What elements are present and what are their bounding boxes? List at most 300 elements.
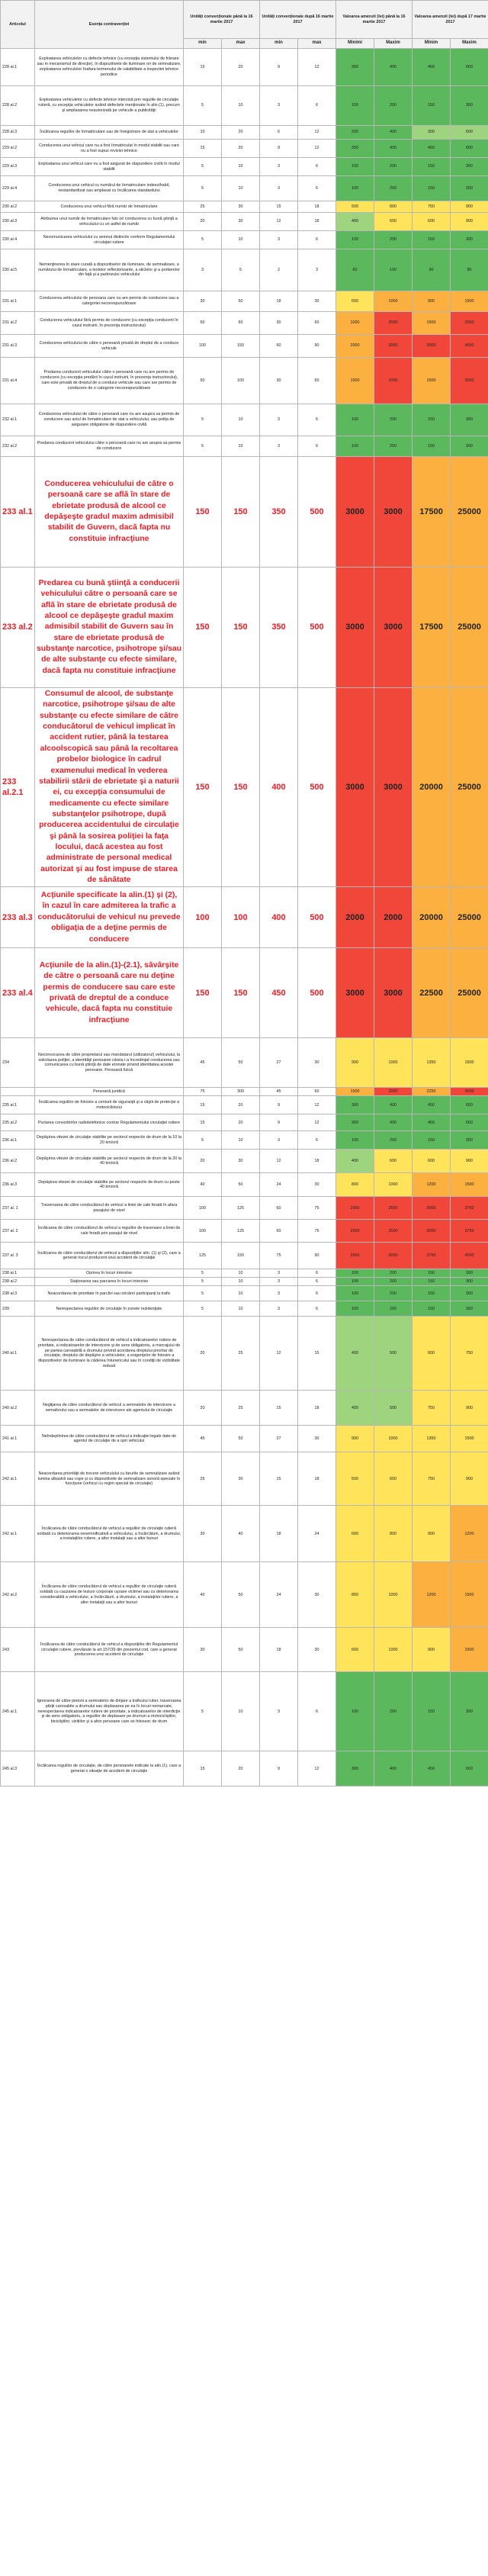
article-cell: 232 al.2 [1, 436, 35, 457]
valoare-pana-max-cell: 1000 [374, 1038, 413, 1088]
valoare-dupa-min-cell: 150 [413, 1131, 451, 1150]
unitati-pana-min-cell: 150 [184, 688, 222, 887]
valoare-pana-min-cell: 400 [336, 1317, 374, 1391]
valoare-dupa-max-cell: 300 [451, 1269, 488, 1278]
header-max: max [298, 39, 336, 49]
article-cell: 242 al.2 [1, 1562, 35, 1628]
valoare-pana-max-cell: 500 [374, 1317, 413, 1391]
valoare-dupa-min-cell: 1200 [413, 1173, 451, 1197]
table-row [1, 1317, 488, 1391]
valoare-pana-min-cell: 2000 [336, 1197, 374, 1220]
table-row [1, 1286, 488, 1301]
unitati-dupa-min-cell: 3 [260, 404, 298, 436]
valoare-pana-max-cell: 200 [374, 1269, 413, 1278]
valoare-pana-max-cell: 100 [374, 249, 413, 291]
unitati-pana-min-cell: 3 [184, 249, 222, 291]
valoare-pana-max-cell: 200 [374, 86, 413, 126]
valoare-dupa-min-cell: 17500 [413, 457, 451, 568]
unitati-dupa-min-cell: 30 [260, 312, 298, 335]
unitati-pana-min-cell: 15 [184, 1114, 222, 1131]
table-row [1, 158, 488, 176]
description-cell: Încălcarea de către conducătorul de vehicul a regulilor de traversare a liniei de cale ferată prin pasajul de nivel [35, 1220, 184, 1243]
unitati-dupa-max-cell: 6 [298, 1301, 336, 1317]
unitati-dupa-max-cell: 500 [298, 948, 336, 1038]
unitati-pana-max-cell: 150 [222, 335, 260, 358]
article-cell: 228 al.2 [1, 86, 35, 126]
article-cell: 228 al.3 [1, 126, 35, 140]
article-cell: 231 al.2 [1, 312, 35, 335]
article-cell: 228 al.1 [1, 49, 35, 86]
unitati-pana-min-cell: 20 [184, 213, 222, 231]
valoare-dupa-min-cell: 900 [413, 1628, 451, 1672]
valoare-pana-max-cell: 2000 [374, 358, 413, 404]
article-cell: 233 al.4 [1, 948, 35, 1038]
table-row [1, 1426, 488, 1452]
unitati-dupa-max-cell: 500 [298, 568, 336, 688]
table-row [1, 176, 488, 201]
article-cell: 237 al. 3 [1, 1243, 35, 1269]
article-cell: 242 al.1 [1, 1506, 35, 1562]
valoare-dupa-max-cell: 3750 [451, 1197, 488, 1220]
description-cell: Încălcarea regulilor de folosire a centurii de siguranţă şi a căştii de protecţie a motociclistului [35, 1096, 184, 1114]
valoare-pana-min-cell: 3000 [336, 688, 374, 887]
unitati-dupa-max-cell: 6 [298, 404, 336, 436]
valoare-pana-max-cell: 400 [374, 1751, 413, 1786]
description-cell: Depăşirea vitezei de circulaţie stabilite pe sectorul respectiv de drum de la 10 la 20 km/oră [35, 1131, 184, 1150]
unitati-dupa-min-cell: 30 [260, 358, 298, 404]
unitati-pana-max-cell: 300 [222, 1088, 260, 1096]
unitati-dupa-min-cell: 400 [260, 688, 298, 887]
valoare-pana-max-cell: 200 [374, 1286, 413, 1301]
description-cell: Neacordarea de prioritate în parcări sau oricărei participanţi la trafic [35, 1286, 184, 1301]
valoare-dupa-min-cell: 150 [413, 1286, 451, 1301]
table-row [1, 1391, 488, 1426]
unitati-dupa-min-cell: 450 [260, 948, 298, 1038]
valoare-pana-max-cell: 400 [374, 140, 413, 158]
valoare-pana-max-cell: 2000 [374, 887, 413, 948]
unitati-pana-min-cell: 30 [184, 1506, 222, 1562]
description-cell: Conducerea vehiculului de către o persoană care se află în stare de ebrietate produsă de alcool ce depăşeşte gradul maxim admisibil stabilit de Guvern, dacă fapta nu constituie infracţiune [35, 457, 184, 568]
unitati-dupa-max-cell: 30 [298, 1562, 336, 1628]
valoare-dupa-min-cell: 20000 [413, 887, 451, 948]
valoare-pana-min-cell: 300 [336, 49, 374, 86]
unitati-dupa-max-cell: 15 [298, 1317, 336, 1391]
unitati-pana-min-cell: 15 [184, 1751, 222, 1786]
unitati-dupa-min-cell: 9 [260, 1096, 298, 1114]
unitati-pana-max-cell: 20 [222, 1114, 260, 1131]
unitati-pana-max-cell: 150 [222, 568, 260, 688]
unitati-dupa-min-cell: 24 [260, 1173, 298, 1197]
description-cell: Conducerea vehiculului de către o persoană privată de dreptul de a conduce vehicule [35, 335, 184, 358]
description-cell: Nemenţinerea în stare curată a dispozitivelor de iluminare, de semnalizare, a numărului de înmatriculare, a textelor reflectorizante, a sticlelor şi a portierelor din faţă şi a parbrizului vehiculului [35, 249, 184, 291]
valoare-dupa-min-cell: 2250 [413, 1088, 451, 1096]
header-esenta: Esența contravenției [35, 1, 184, 49]
valoare-dupa-max-cell: 3000 [451, 1088, 488, 1096]
unitati-dupa-min-cell: 3 [260, 1269, 298, 1278]
description-cell: Traversarea de către conducătorul de vehicul a liniei de cale ferată în afara pasajului de nivel [35, 1197, 184, 1220]
valoare-pana-min-cell: 900 [336, 1038, 374, 1088]
valoare-pana-min-cell: 300 [336, 1096, 374, 1114]
unitati-pana-min-cell: 100 [184, 1197, 222, 1220]
unitati-pana-min-cell: 45 [184, 1038, 222, 1088]
table-header [1, 1, 488, 49]
unitati-pana-max-cell: 100 [222, 887, 260, 948]
unitati-pana-min-cell: 5 [184, 436, 222, 457]
description-cell: Încălcarea de către conducătorul de vehicul a regulilor de circulaţie rutieră soldată cu cauzarea de leziuni corporale uşoare victimei sau cu deteriorarea considerabilă a vehiculului, a încărcăturii, a drumului, a instalaţiilor rutiere, a altor instalaţii sau a altor bunuri [35, 1562, 184, 1628]
table-row [1, 404, 488, 436]
unitati-dupa-min-cell: 15 [260, 201, 298, 213]
unitati-pana-max-cell: 50 [222, 1038, 260, 1088]
valoare-pana-min-cell: 3000 [336, 568, 374, 688]
unitati-pana-max-cell: 125 [222, 1197, 260, 1220]
table-body [1, 49, 488, 1786]
article-cell: 243 [1, 1628, 35, 1672]
valoare-pana-min-cell: 500 [336, 201, 374, 213]
unitati-dupa-max-cell: 90 [298, 335, 336, 358]
unitati-pana-max-cell: 40 [222, 1506, 260, 1562]
header-min: min [260, 39, 298, 49]
article-cell: 238 al.1 [1, 1269, 35, 1278]
table-row [1, 948, 488, 1038]
article-cell: 245 al.1 [1, 1672, 35, 1751]
valoare-dupa-min-cell: 450 [413, 1114, 451, 1131]
valoare-dupa-min-cell: 150 [413, 231, 451, 249]
table-row [1, 1220, 488, 1243]
unitati-dupa-min-cell: 75 [260, 1243, 298, 1269]
article-cell [1, 1088, 35, 1096]
table-row [1, 1672, 488, 1751]
unitati-pana-min-cell: 5 [184, 1286, 222, 1301]
article-cell: 233 al.2.1 [1, 688, 35, 887]
article-cell: 229 al.3 [1, 158, 35, 176]
valoare-dupa-max-cell: 900 [451, 1150, 488, 1173]
unitati-dupa-max-cell: 60 [298, 312, 336, 335]
unitati-dupa-max-cell: 90 [298, 1243, 336, 1269]
valoare-dupa-max-cell: 1500 [451, 1173, 488, 1197]
header-min: min [184, 39, 222, 49]
valoare-pana-min-cell: 400 [336, 213, 374, 231]
unitati-pana-min-cell: 50 [184, 312, 222, 335]
description-cell: Ignorarea de către pietoni a semnalelor de dirijare a traficului rutier, traversarea părţii carosabile a drumului sau deplasarea pe ea în locuri nemarcate, nerespectarea indicatoarelor rutiere de prioritate, a indicatoarelor de interdicţie şi de sens obligatoriu, a regulilor de deplasare pe drumuri a motocicliştilor, bicicliştilor, vizitiilor şi a altor persoane care se folosesc de drum [35, 1672, 184, 1751]
description-cell: Încălcarea de către conducătorul de vehicul a dispoziţiilor din Regulamentul circulaţiei rutiere, prevăzute la art.157/39 din prezentul cod, care a generat producerea unui accident de circulaţie [35, 1628, 184, 1672]
valoare-dupa-max-cell: 300 [451, 1301, 488, 1317]
valoare-dupa-min-cell: 150 [413, 158, 451, 176]
description-cell: Necomunicarea vehiculului cu semnul distinctiv conform Regulamentului circulaţiei rutiere [35, 231, 184, 249]
unitati-pana-max-cell: 10 [222, 404, 260, 436]
valoare-pana-min-cell: 2000 [336, 887, 374, 948]
valoare-dupa-min-cell: 450 [413, 1751, 451, 1786]
valoare-dupa-max-cell: 900 [451, 213, 488, 231]
article-cell: 238 al.2 [1, 1278, 35, 1286]
unitati-dupa-min-cell: 9 [260, 1751, 298, 1786]
header-maxim: Maxim [374, 39, 413, 49]
valoare-pana-max-cell: 200 [374, 436, 413, 457]
unitati-dupa-min-cell: 12 [260, 1317, 298, 1391]
unitati-dupa-min-cell: 400 [260, 887, 298, 948]
valoare-dupa-min-cell: 450 [413, 1096, 451, 1114]
article-cell: 233 al.1 [1, 457, 35, 568]
unitati-dupa-min-cell: 60 [260, 1220, 298, 1243]
unitati-dupa-max-cell: 18 [298, 213, 336, 231]
unitati-dupa-max-cell: 60 [298, 1088, 336, 1096]
valoare-dupa-max-cell: 3000 [451, 312, 488, 335]
description-cell: Persoană juridică [35, 1088, 184, 1096]
valoare-pana-max-cell: 1000 [374, 1173, 413, 1197]
table-row [1, 213, 488, 231]
unitati-pana-min-cell: 5 [184, 176, 222, 201]
valoare-pana-min-cell: 3000 [336, 457, 374, 568]
unitati-dupa-min-cell: 3 [260, 1301, 298, 1317]
description-cell: Nerespectarea de către conducătorul de vehicul a indicatoarelor rutiere de prioritate, a indicatoarelor de interzicere şi de sens obligatoriu, a marcajului de pe partea carosabilă a drumului privind acordarea dreptului prioritar de circulaţie, dreptului de depăşire a vehiculelor, a exigenţelor de folosire a dispozitivelor de iluminare la căderea întunericului sau în condiţii de vizibilitate redusă [35, 1317, 184, 1391]
valoare-pana-min-cell: 200 [336, 126, 374, 140]
unitati-dupa-max-cell: 18 [298, 201, 336, 213]
valoare-dupa-min-cell: 450 [413, 140, 451, 158]
table-row [1, 335, 488, 358]
table-row [1, 358, 488, 404]
header-articol: Articolul [1, 1, 35, 49]
valoare-dupa-min-cell: 3000 [413, 1220, 451, 1243]
unitati-dupa-min-cell: 350 [260, 568, 298, 688]
unitati-pana-min-cell: 150 [184, 568, 222, 688]
unitati-dupa-max-cell: 6 [298, 231, 336, 249]
article-cell: 229 al.2 [1, 140, 35, 158]
valoare-dupa-min-cell: 150 [413, 1278, 451, 1286]
valoare-pana-min-cell: 2500 [336, 1243, 374, 1269]
unitati-dupa-max-cell: 12 [298, 1114, 336, 1131]
valoare-pana-max-cell: 2500 [374, 1220, 413, 1243]
valoare-pana-min-cell: 100 [336, 1131, 374, 1150]
unitati-dupa-max-cell: 6 [298, 1269, 336, 1278]
table-row [1, 1038, 488, 1088]
unitati-pana-max-cell: 50 [222, 1173, 260, 1197]
unitati-dupa-min-cell: 6 [260, 126, 298, 140]
valoare-dupa-max-cell: 1500 [451, 291, 488, 312]
unitati-dupa-max-cell: 12 [298, 1096, 336, 1114]
unitati-pana-min-cell: 150 [184, 948, 222, 1038]
table-row [1, 1150, 488, 1173]
valoare-pana-max-cell: 400 [374, 49, 413, 86]
valoare-pana-min-cell: 800 [336, 1562, 374, 1628]
unitati-dupa-max-cell: 18 [298, 1452, 336, 1506]
valoare-pana-min-cell: 600 [336, 291, 374, 312]
valoare-pana-max-cell: 400 [374, 126, 413, 140]
unitati-pana-max-cell: 50 [222, 1562, 260, 1628]
description-cell: Acţiunile specificate la alin.(1) şi (2), în cazul în care admiterea la trafic a conducătorului de vehicul nu prevede obligaţia de a deţine permis de conducere [35, 887, 184, 948]
unitati-pana-min-cell: 30 [184, 1628, 222, 1672]
valoare-dupa-max-cell: 1500 [451, 1628, 488, 1672]
valoare-pana-max-cell: 600 [374, 1150, 413, 1173]
unitati-pana-max-cell: 125 [222, 1220, 260, 1243]
unitati-pana-max-cell: 10 [222, 231, 260, 249]
valoare-pana-min-cell: 600 [336, 1628, 374, 1672]
valoare-pana-min-cell: 60 [336, 249, 374, 291]
unitati-dupa-min-cell: 9 [260, 140, 298, 158]
valoare-pana-min-cell: 100 [336, 1672, 374, 1751]
valoare-pana-min-cell: 100 [336, 1301, 374, 1317]
article-cell: 236 al.3 [1, 1173, 35, 1197]
article-cell: 235 al.2 [1, 1114, 35, 1131]
valoare-dupa-max-cell: 25000 [451, 568, 488, 688]
valoare-pana-min-cell: 600 [336, 1506, 374, 1562]
unitati-dupa-min-cell: 3 [260, 1286, 298, 1301]
unitati-dupa-min-cell: 3 [260, 436, 298, 457]
valoare-dupa-max-cell: 3000 [451, 358, 488, 404]
valoare-dupa-max-cell: 1500 [451, 1562, 488, 1628]
unitati-dupa-max-cell: 30 [298, 1426, 336, 1452]
unitati-dupa-max-cell: 6 [298, 1286, 336, 1301]
table-row [1, 201, 488, 213]
table-row [1, 140, 488, 158]
unitati-pana-max-cell: 60 [222, 312, 260, 335]
article-cell: 241 al.1 [1, 1426, 35, 1452]
unitati-dupa-min-cell: 3 [260, 158, 298, 176]
unitati-dupa-min-cell: 2 [260, 249, 298, 291]
article-cell: 233 al.3 [1, 887, 35, 948]
description-cell: Conducerea unui vehicul care nu a fost înmatriculat în modul stabilit sau care nu a fost supus reviziei tehnice [35, 140, 184, 158]
header-valoarea-pana: Valoarea amenzii (lei) până la 16 martie 2017 [336, 1, 413, 39]
unitati-dupa-max-cell: 500 [298, 688, 336, 887]
valoare-pana-max-cell: 3000 [374, 335, 413, 358]
valoare-dupa-min-cell: 450 [413, 49, 451, 86]
valoare-pana-max-cell: 1000 [374, 1562, 413, 1628]
valoare-pana-max-cell: 800 [374, 1506, 413, 1562]
unitati-pana-max-cell: 150 [222, 688, 260, 887]
unitati-dupa-max-cell: 3 [298, 249, 336, 291]
unitati-pana-max-cell: 50 [222, 1426, 260, 1452]
valoare-pana-max-cell: 200 [374, 1672, 413, 1751]
unitati-pana-max-cell: 20 [222, 140, 260, 158]
unitati-pana-min-cell: 100 [184, 1220, 222, 1243]
unitati-dupa-min-cell: 45 [260, 1088, 298, 1096]
unitati-pana-max-cell: 30 [222, 1150, 260, 1173]
valoare-pana-max-cell: 1000 [374, 1628, 413, 1672]
valoare-dupa-max-cell: 300 [451, 1278, 488, 1286]
description-cell: Nerespectarea regulilor de circulaţie în zonele rezidenţiale [35, 1301, 184, 1317]
article-cell: 239 [1, 1301, 35, 1317]
valoare-pana-min-cell: 1000 [336, 358, 374, 404]
valoare-dupa-min-cell: 900 [413, 291, 451, 312]
unitati-dupa-min-cell: 3 [260, 1278, 298, 1286]
valoare-dupa-min-cell: 3000 [413, 1197, 451, 1220]
unitati-dupa-min-cell: 3 [260, 231, 298, 249]
unitati-pana-max-cell: 30 [222, 201, 260, 213]
description-cell: Atribuirea unui număr de înmatriculare fals ori conducerea cu bună ştiinţă a vehiculului cu un astfel de număr [35, 213, 184, 231]
table-row [1, 312, 488, 335]
unitati-pana-max-cell: 100 [222, 358, 260, 404]
valoare-pana-min-cell: 1500 [336, 1088, 374, 1096]
valoare-dupa-max-cell: 600 [451, 49, 488, 86]
table-row [1, 126, 488, 140]
valoare-dupa-max-cell: 300 [451, 158, 488, 176]
valoare-dupa-max-cell: 4500 [451, 335, 488, 358]
valoare-dupa-min-cell: 150 [413, 404, 451, 436]
unitati-pana-max-cell: 150 [222, 457, 260, 568]
article-cell: 232 al.1 [1, 404, 35, 436]
valoare-pana-min-cell: 300 [336, 1114, 374, 1131]
unitati-pana-max-cell: 20 [222, 49, 260, 86]
unitati-pana-max-cell: 10 [222, 176, 260, 201]
valoare-dupa-max-cell: 25000 [451, 457, 488, 568]
unitati-pana-min-cell: 5 [184, 1672, 222, 1751]
unitati-dupa-max-cell: 6 [298, 1672, 336, 1751]
description-cell: Staţionarea sau parcarea în locuri interzise [35, 1278, 184, 1286]
table-row [1, 568, 488, 688]
unitati-dupa-min-cell: 9 [260, 49, 298, 86]
unitati-pana-max-cell: 25 [222, 1317, 260, 1391]
unitati-pana-min-cell: 30 [184, 291, 222, 312]
valoare-dupa-max-cell: 25000 [451, 887, 488, 948]
unitati-pana-max-cell: 10 [222, 1301, 260, 1317]
table-row [1, 1173, 488, 1197]
description-cell: Conducerea unui vehicul fără număr de înmatriculare [35, 201, 184, 213]
header-maxim: Maxim [451, 39, 488, 49]
valoare-dupa-max-cell: 600 [451, 1114, 488, 1131]
valoare-pana-min-cell: 3000 [336, 948, 374, 1038]
description-cell: Neîndeplinirea de către conducătorul de vehicul a indicaţiei legale date de agentul de circulaţie de a opri vehiculul [35, 1426, 184, 1452]
valoare-pana-min-cell: 2000 [336, 335, 374, 358]
valoare-pana-min-cell: 900 [336, 1426, 374, 1452]
table-row [1, 1751, 488, 1786]
valoare-dupa-max-cell: 600 [451, 1096, 488, 1114]
description-cell: Încălcarea de către conducătorul de vehicul a dispoziţiilor alin. (1) şi (2), care a generat riscul producerii unui accident de circulaţie [35, 1243, 184, 1269]
valoare-pana-max-cell: 3000 [374, 1243, 413, 1269]
valoare-pana-min-cell: 100 [336, 86, 374, 126]
unitati-pana-min-cell: 10 [184, 126, 222, 140]
unitati-pana-max-cell: 10 [222, 1269, 260, 1278]
unitati-dupa-max-cell: 6 [298, 158, 336, 176]
valoare-dupa-min-cell: 150 [413, 1301, 451, 1317]
unitati-dupa-min-cell: 60 [260, 1197, 298, 1220]
valoare-pana-min-cell: 300 [336, 1751, 374, 1786]
unitati-pana-min-cell: 15 [184, 1096, 222, 1114]
unitati-pana-min-cell: 50 [184, 358, 222, 404]
unitati-pana-min-cell: 5 [184, 1278, 222, 1286]
unitati-pana-min-cell: 5 [184, 1269, 222, 1278]
table-row [1, 1096, 488, 1114]
valoare-dupa-min-cell: 1200 [413, 1562, 451, 1628]
valoare-dupa-min-cell: 300 [413, 126, 451, 140]
valoare-dupa-max-cell: 3750 [451, 1220, 488, 1243]
valoare-pana-min-cell: 100 [336, 436, 374, 457]
table-row [1, 688, 488, 887]
valoare-dupa-max-cell: 4500 [451, 1243, 488, 1269]
article-cell: 236 al.1 [1, 1131, 35, 1150]
table-row [1, 887, 488, 948]
table-row [1, 1278, 488, 1286]
unitati-dupa-min-cell: 60 [260, 335, 298, 358]
description-cell: Conducerea vehiculului de persoana care nu are permis de conducere sau a categoriei necorespunzătoare [35, 291, 184, 312]
article-cell: 230 al.5 [1, 249, 35, 291]
valoare-dupa-min-cell: 750 [413, 201, 451, 213]
valoare-dupa-max-cell: 900 [451, 1452, 488, 1506]
unitati-dupa-max-cell: 75 [298, 1197, 336, 1220]
description-cell: Depăşirea vitezei de circulaţie stabilite pe sectorul respectiv de drum cu peste 40 km/oră [35, 1173, 184, 1197]
unitati-dupa-max-cell: 18 [298, 1150, 336, 1173]
unitati-pana-max-cell: 5 [222, 249, 260, 291]
header-unitati-dupa: Unități convenționale după 16 martie 2017 [260, 1, 336, 39]
unitati-pana-min-cell: 45 [184, 1426, 222, 1452]
unitati-dupa-max-cell: 500 [298, 887, 336, 948]
valoare-dupa-max-cell: 300 [451, 1672, 488, 1751]
valoare-pana-min-cell: 400 [336, 1391, 374, 1426]
article-cell: 231 al.3 [1, 335, 35, 358]
header-minimi: Minimi [336, 39, 374, 49]
unitati-pana-min-cell: 125 [184, 1243, 222, 1269]
table-row [1, 1243, 488, 1269]
valoare-dupa-max-cell: 300 [451, 86, 488, 126]
unitati-pana-max-cell: 30 [222, 213, 260, 231]
unitati-pana-max-cell: 10 [222, 158, 260, 176]
